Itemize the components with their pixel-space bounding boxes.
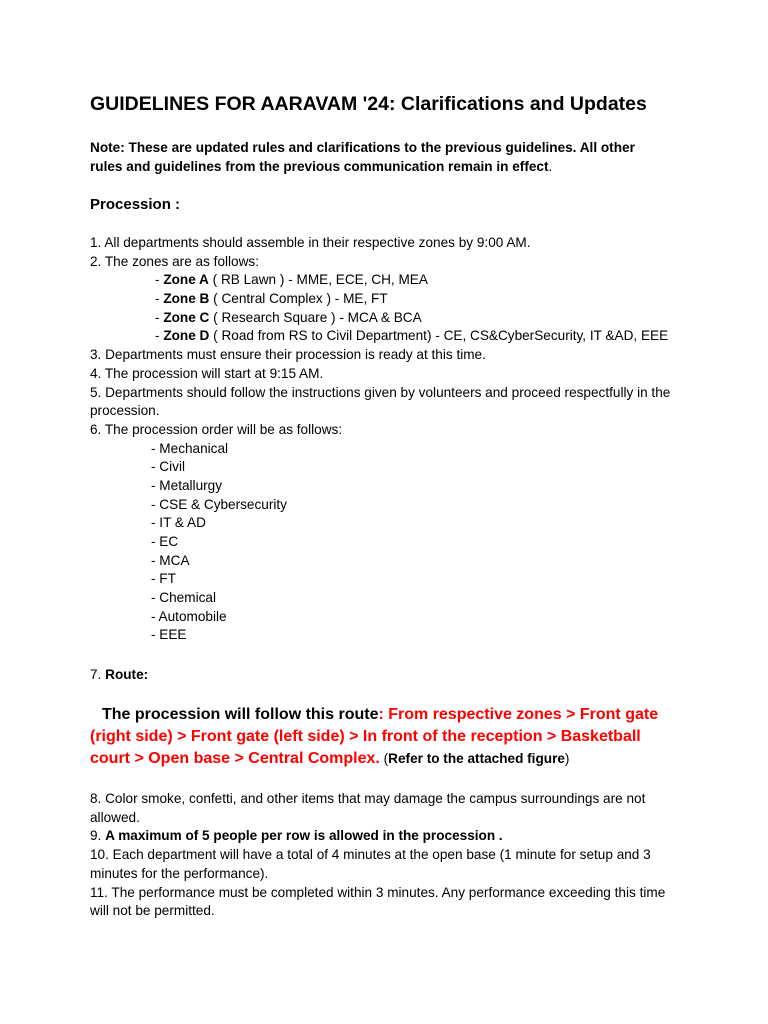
- order-item: - EC: [151, 534, 179, 550]
- item-9-number: 9.: [90, 828, 106, 844]
- zone-a-name: Zone A: [163, 272, 209, 288]
- order-item: - FT: [151, 571, 176, 587]
- zone-d-name: Zone D: [163, 328, 210, 344]
- page-title: GUIDELINES FOR AARAVAM '24: Clarifications and Updates: [90, 93, 647, 115]
- order-item: - Civil: [151, 459, 185, 475]
- zone-b-prefix: -: [155, 291, 164, 307]
- zone-c-prefix: -: [155, 309, 164, 325]
- item-6: 6. The procession order will be as follows:: [90, 421, 343, 437]
- route-description: [90, 704, 680, 770]
- zone-b-name: Zone B: [163, 291, 210, 307]
- zone-a-prefix: -: [155, 272, 164, 288]
- rules-list: [90, 790, 690, 921]
- zone-c: [90, 309, 690, 328]
- zone-c-name: Zone C: [163, 309, 210, 325]
- order-item: - Mechanical: [151, 440, 229, 456]
- route-lead: The procession will follow this route: [102, 706, 379, 723]
- route-number: 7.: [90, 667, 106, 682]
- order-item: - Automobile: [151, 608, 227, 624]
- zone-d-detail: ( Road from RS to Civil Department) - CE, CS&CyberSecurity, IT &AD, EEE: [209, 328, 669, 344]
- zone-c-detail: ( Research Square ) - MCA & BCA: [209, 309, 422, 325]
- item-2: 2. The zones are as follows:: [90, 253, 260, 269]
- zone-b-detail: ( Central Complex ) - ME, FT: [209, 291, 388, 307]
- order-item: - MCA: [151, 552, 190, 568]
- zone-a-detail: ( RB Lawn ) - MME, ECE, CH, MEA: [208, 272, 428, 288]
- order-item: - Chemical: [151, 590, 216, 606]
- note-end: .: [548, 159, 553, 174]
- route-label: [90, 667, 148, 682]
- order-item: - Metallurgy: [151, 477, 223, 493]
- route-paren-open: (: [379, 751, 389, 766]
- zone-d-prefix: -: [155, 328, 164, 344]
- order-item: - EEE: [151, 627, 187, 643]
- zone-b: [90, 290, 690, 309]
- note-paragraph: [90, 138, 670, 176]
- route-label-text: Route:: [105, 667, 149, 682]
- item-3: 3. Departments must ensure their procession is ready at this time.: [90, 347, 486, 363]
- route-reference: [380, 751, 570, 766]
- route-colon: :: [378, 706, 389, 723]
- item-10: 10. Each department will have a total of 4 minutes at the open base (1 minute for setup and 3 minutes for the performance).: [90, 847, 651, 881]
- order-item: - CSE & Cybersecurity: [151, 496, 287, 512]
- procession-list: [90, 234, 690, 645]
- zone-a: [90, 271, 690, 290]
- route-refer-text: Refer to the attached figure: [388, 751, 565, 766]
- item-11: 11. The performance must be completed within 3 minutes. Any performance exceeding this time will not be permitted.: [90, 884, 666, 919]
- item-9-text: A maximum of 5 people per row is allowed in the procession .: [105, 828, 503, 844]
- order-item: - IT & AD: [151, 515, 206, 531]
- zone-d: [90, 327, 690, 346]
- item-4: 4. The procession will start at 9:15 AM.: [90, 365, 324, 381]
- route-paren-close: ): [564, 751, 570, 766]
- item-9: [90, 827, 690, 846]
- route-path: From respective zones > Front gate (right side) > Front gate (left side) > In front of the reception > Basketball court > Open base > Central Complex.: [90, 706, 659, 767]
- note-text: Note: These are updated rules and clarifications to the previous guidelines. All other rules and guidelines from the previous communication remain in effect: [90, 140, 635, 174]
- item-1: 1. All departments should assemble in their respective zones by 9:00 AM.: [90, 235, 531, 250]
- procession-heading: Procession :: [90, 196, 181, 213]
- item-5: 5. Departments should follow the instructions given by volunteers and proceed respectfully in the procession.: [90, 384, 671, 419]
- item-8: 8. Color smoke, confetti, and other items that may damage the campus surroundings are not allowed.: [90, 791, 646, 825]
